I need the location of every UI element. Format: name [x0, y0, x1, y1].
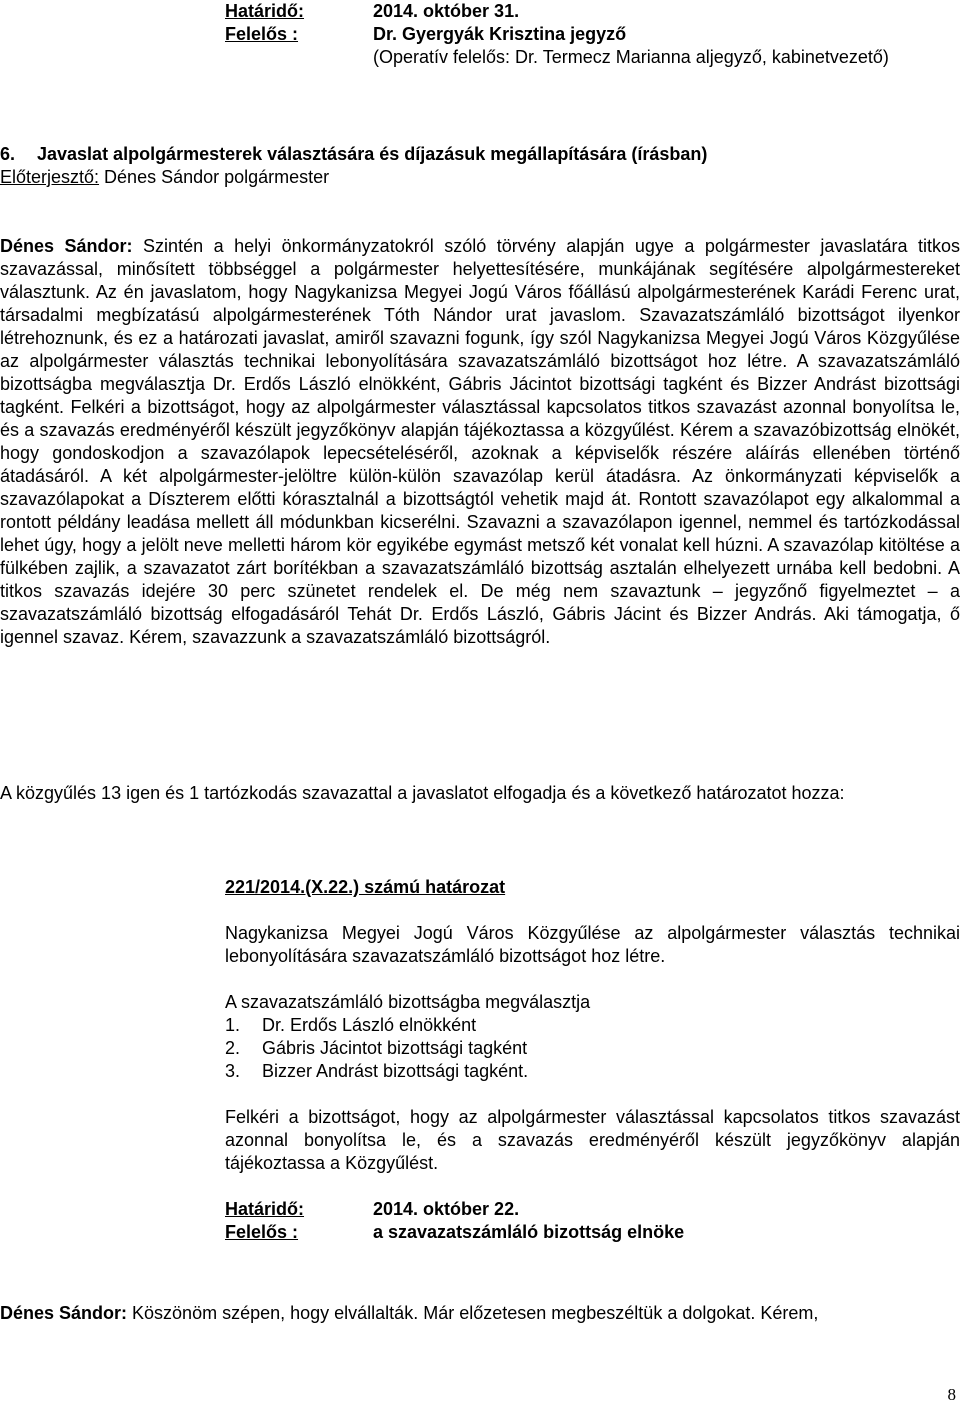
top-deadline-block — [225, 0, 925, 69]
list-text: Dr. Erdős László elnökként — [262, 1015, 477, 1035]
resolution-text-2: Felkéri a bizottságot, hogy az alpolgármester választással kapcsolatos titkos szavazást azonnal bonyolítsa le, és a szavazás eredményéről készült jegyzőkönyv alapján tájékoztassa a Közgyűlést. — [225, 1107, 960, 1173]
vote-result: A közgyűlés 13 igen és 1 tartózkodás szavazattal a javaslatot elfogadja és a következő határozatot hozza: — [0, 783, 845, 803]
resolution-title: 221/2014.(X.22.) számú határozat — [225, 877, 506, 897]
speaker-name: Dénes Sándor: — [0, 236, 133, 256]
list-text: Gábris Jácintot bizottsági tagként — [262, 1038, 528, 1058]
speech-paragraph-1 — [0, 235, 960, 649]
deadline-value: 2014. október 31. — [373, 1, 520, 21]
operative-line: (Operatív felelős: Dr. Termecz Marianna aljegyző, kabinetvezető) — [373, 47, 889, 67]
presenter-label: Előterjesztő: — [0, 167, 100, 187]
resolution-block — [225, 876, 960, 1244]
resolution-text-1: Nagykanizsa Megyei Jogú Város Közgyűlése az alpolgármester választás technikai lebonyolítására szavazatszámláló bizottságot hoz létre. — [225, 923, 960, 966]
list-number: 3. — [225, 1061, 241, 1081]
resolution-responsible-value: a szavazatszámláló bizottság elnöke — [373, 1222, 685, 1242]
deadline-label: Határidő: — [225, 1, 305, 21]
resolution-intro: A szavazatszámláló bizottságba megválasztja — [225, 992, 591, 1012]
item-number: 6. — [0, 144, 16, 164]
page-number: 8 — [947, 1385, 956, 1404]
list-item — [225, 1060, 960, 1083]
list-number: 1. — [225, 1015, 241, 1035]
resolution-deadline-value: 2014. október 22. — [373, 1199, 520, 1219]
item-title: Javaslat alpolgármesterek választására és díjazásuk megállapítására (írásban) — [37, 144, 708, 164]
speech-part-1: Szintén a helyi önkormányzatokról szóló törvény alapján ugye a polgármester javaslatára titkos szavazással, minősített többséggel a polgármester helyettesítésére, munkájának segítésére alpolgármestereket választunk. — [0, 236, 960, 302]
list-item — [225, 1037, 960, 1060]
presenter-value: Dénes Sándor polgármester — [99, 167, 330, 187]
agenda-item-6 — [0, 143, 960, 189]
speech-part-2: Az én javaslatom, hogy Nagykanizsa Megyei Jogú Város főállású alpolgármesterének Karádi Ferenc urat, társadalmi megbízatású alpolgármesterének Tóth Nándor urat javaslom. Szavazatszámláló bizottságot ilyenkor létrehoznunk, és ez a határozati javaslat, amiről szavazni fogunk, így szól Nagykanizsa Megyei Jogú Város Közgyűlése az alpolgármester választás technikai lebonyolítására szavazatszámláló bizottságot hoz létre. A szavazatszámláló bizottságba megválasztja Dr. Erdős László elnökként, Gábris Jácintot bizottsági tagként és Bizzer Andrást bizottsági tagként. Felkéri a bizottságot, hogy az alpolgármester választással kapcsolatos titkos szavazást azonnal bonyolítsa le, és a szavazás eredményéről készült jegyzőkönyv alapján tájékoztassa a közgyűlést. Kérem a szavazóbizottság elnökét, hogy gondoskodjon a szavazólapok lepecsételéséről, azoknak a képviselők részére aláírás ellenében történő átadásáról. A két alpolgármester-jelöltre külön-külön szavazólap kerül átadásra. Az önkormányzati képviselők a szavazólapokat a Díszterem előtti kórasztalnál a bizottságtól vehetik majd át. Rontott szavazólapot egy alkalommal a rontott példány leadása mellett áll módunkban kicserélni. Szavazni a szavazólapon igennel, nemmel és tartózkodással lehet úgy, hogy a jelölt neve melletti három kör egyikébe egymást metsző két vonalat kell húzni. A szavazólap kitöltése a fülkében zajlik, a szavazatot zárt borítékban a szavazatszámláló bizottság asztalán elhelyezett urnába kell bedobni. A titkos szavazás idejére 30 perc szünetet rendelek el. De még nem szavaztunk – jegyzőnő figyelmeztet – a szavazatszámláló bizottság elfogadásáról Tehát Dr. Erdős László, Gábris Jácint és Bizzer András. Aki támogatja, ő igennel szavaz. Kérem, szavazzunk a szavazatszámláló bizottságról. — [0, 282, 960, 647]
speaker-name: Dénes Sándor: — [0, 1303, 128, 1323]
speech-paragraph-2 — [0, 1302, 960, 1325]
resolution-responsible-label: Felelős : — [225, 1222, 299, 1242]
list-item — [225, 1014, 960, 1037]
speech-text: Köszönöm szépen, hogy elvállalták. Már előzetesen megbeszéltük a dolgokat. Kérem, — [127, 1303, 819, 1323]
resolution-deadline-label: Határidő: — [225, 1199, 305, 1219]
responsible-value: Dr. Gyergyák Krisztina jegyző — [373, 24, 627, 44]
responsible-label: Felelős : — [225, 24, 299, 44]
list-number: 2. — [225, 1038, 241, 1058]
list-text: Bizzer Andrást bizottsági tagként. — [262, 1061, 529, 1081]
